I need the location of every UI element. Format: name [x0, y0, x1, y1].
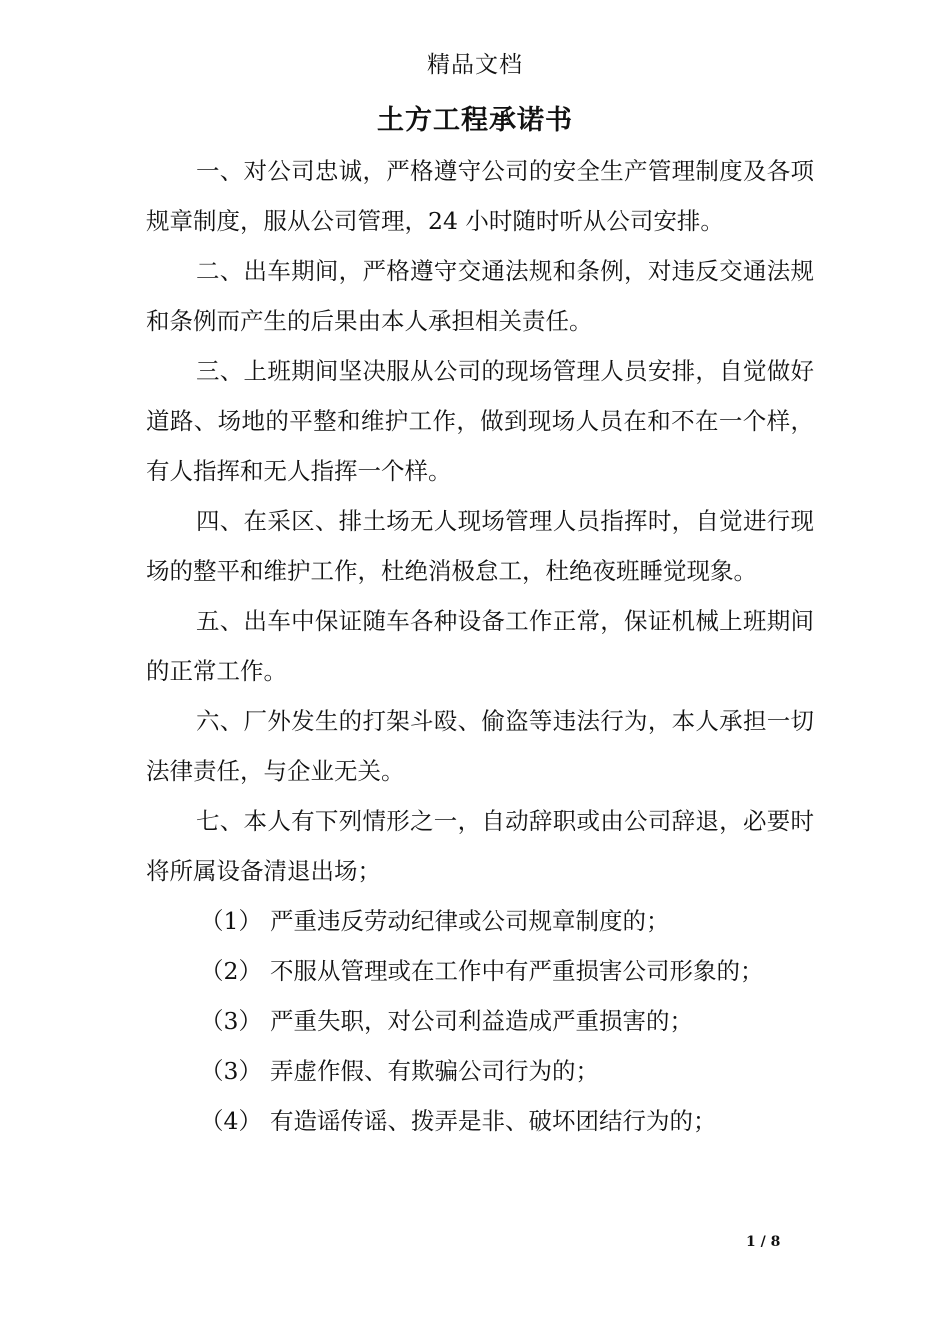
- list-item: [146, 896, 814, 946]
- page-header: 精品文档: [427, 52, 523, 78]
- list-item: [146, 946, 814, 996]
- list-item-text: 有造谣传谣、拨弄是非、破坏团结行为的；: [270, 1107, 717, 1135]
- list-item-number: （3）: [200, 1057, 262, 1085]
- paragraph-7: 七、本人有下列情形之一，自动辞职或由公司辞退，必要时将所属设备清退出场；: [146, 807, 814, 885]
- list-item-text: 弄虚作假、有欺骗公司行为的；: [270, 1057, 599, 1085]
- document-title: 土方工程承诺书: [377, 105, 573, 136]
- list-item-number: （4）: [200, 1107, 262, 1135]
- list-item-text: 不服从管理或在工作中有严重损害公司形象的；: [270, 957, 764, 985]
- paragraph-2: 二、出车期间，严格遵守交通法规和条例，对违反交通法规和条例而产生的后果由本人承担相关责任。: [146, 257, 814, 335]
- list-item-number: （3）: [200, 1007, 262, 1035]
- page-number: 1 / 8: [746, 1234, 781, 1250]
- paragraph-1: 一、对公司忠诚，严格遵守公司的安全生产管理制度及各项规章制度，服从公司管理，24 小时随时听从公司安排。: [146, 157, 814, 235]
- list-item-number: （2）: [200, 957, 262, 985]
- paragraph-6: 六、厂外发生的打架斗殴、偷盗等违法行为，本人承担一切法律责任，与企业无关。: [146, 707, 814, 785]
- paragraph-3: 三、上班期间坚决服从公司的现场管理人员安排，自觉做好道路、场地的平整和维护工作，做到现场人员在和不在一个样，有人指挥和无人指挥一个样。: [146, 357, 814, 485]
- list-item: [146, 996, 814, 1046]
- document-body: [146, 146, 814, 1146]
- paragraph-5: 五、出车中保证随车各种设备工作正常，保证机械上班期间的正常工作。: [146, 607, 814, 685]
- list-item-number: （1）: [200, 907, 262, 935]
- list-item: [146, 1046, 814, 1096]
- list-item: [146, 1096, 814, 1146]
- list-item-text: 严重失职，对公司利益造成严重损害的；: [270, 1007, 693, 1035]
- list-item-text: 严重违反劳动纪律或公司规章制度的；: [270, 907, 670, 935]
- paragraph-4: 四、在采区、排土场无人现场管理人员指挥时，自觉进行现场的整平和维护工作，杜绝消极怠工，杜绝夜班睡觉现象。: [146, 507, 814, 585]
